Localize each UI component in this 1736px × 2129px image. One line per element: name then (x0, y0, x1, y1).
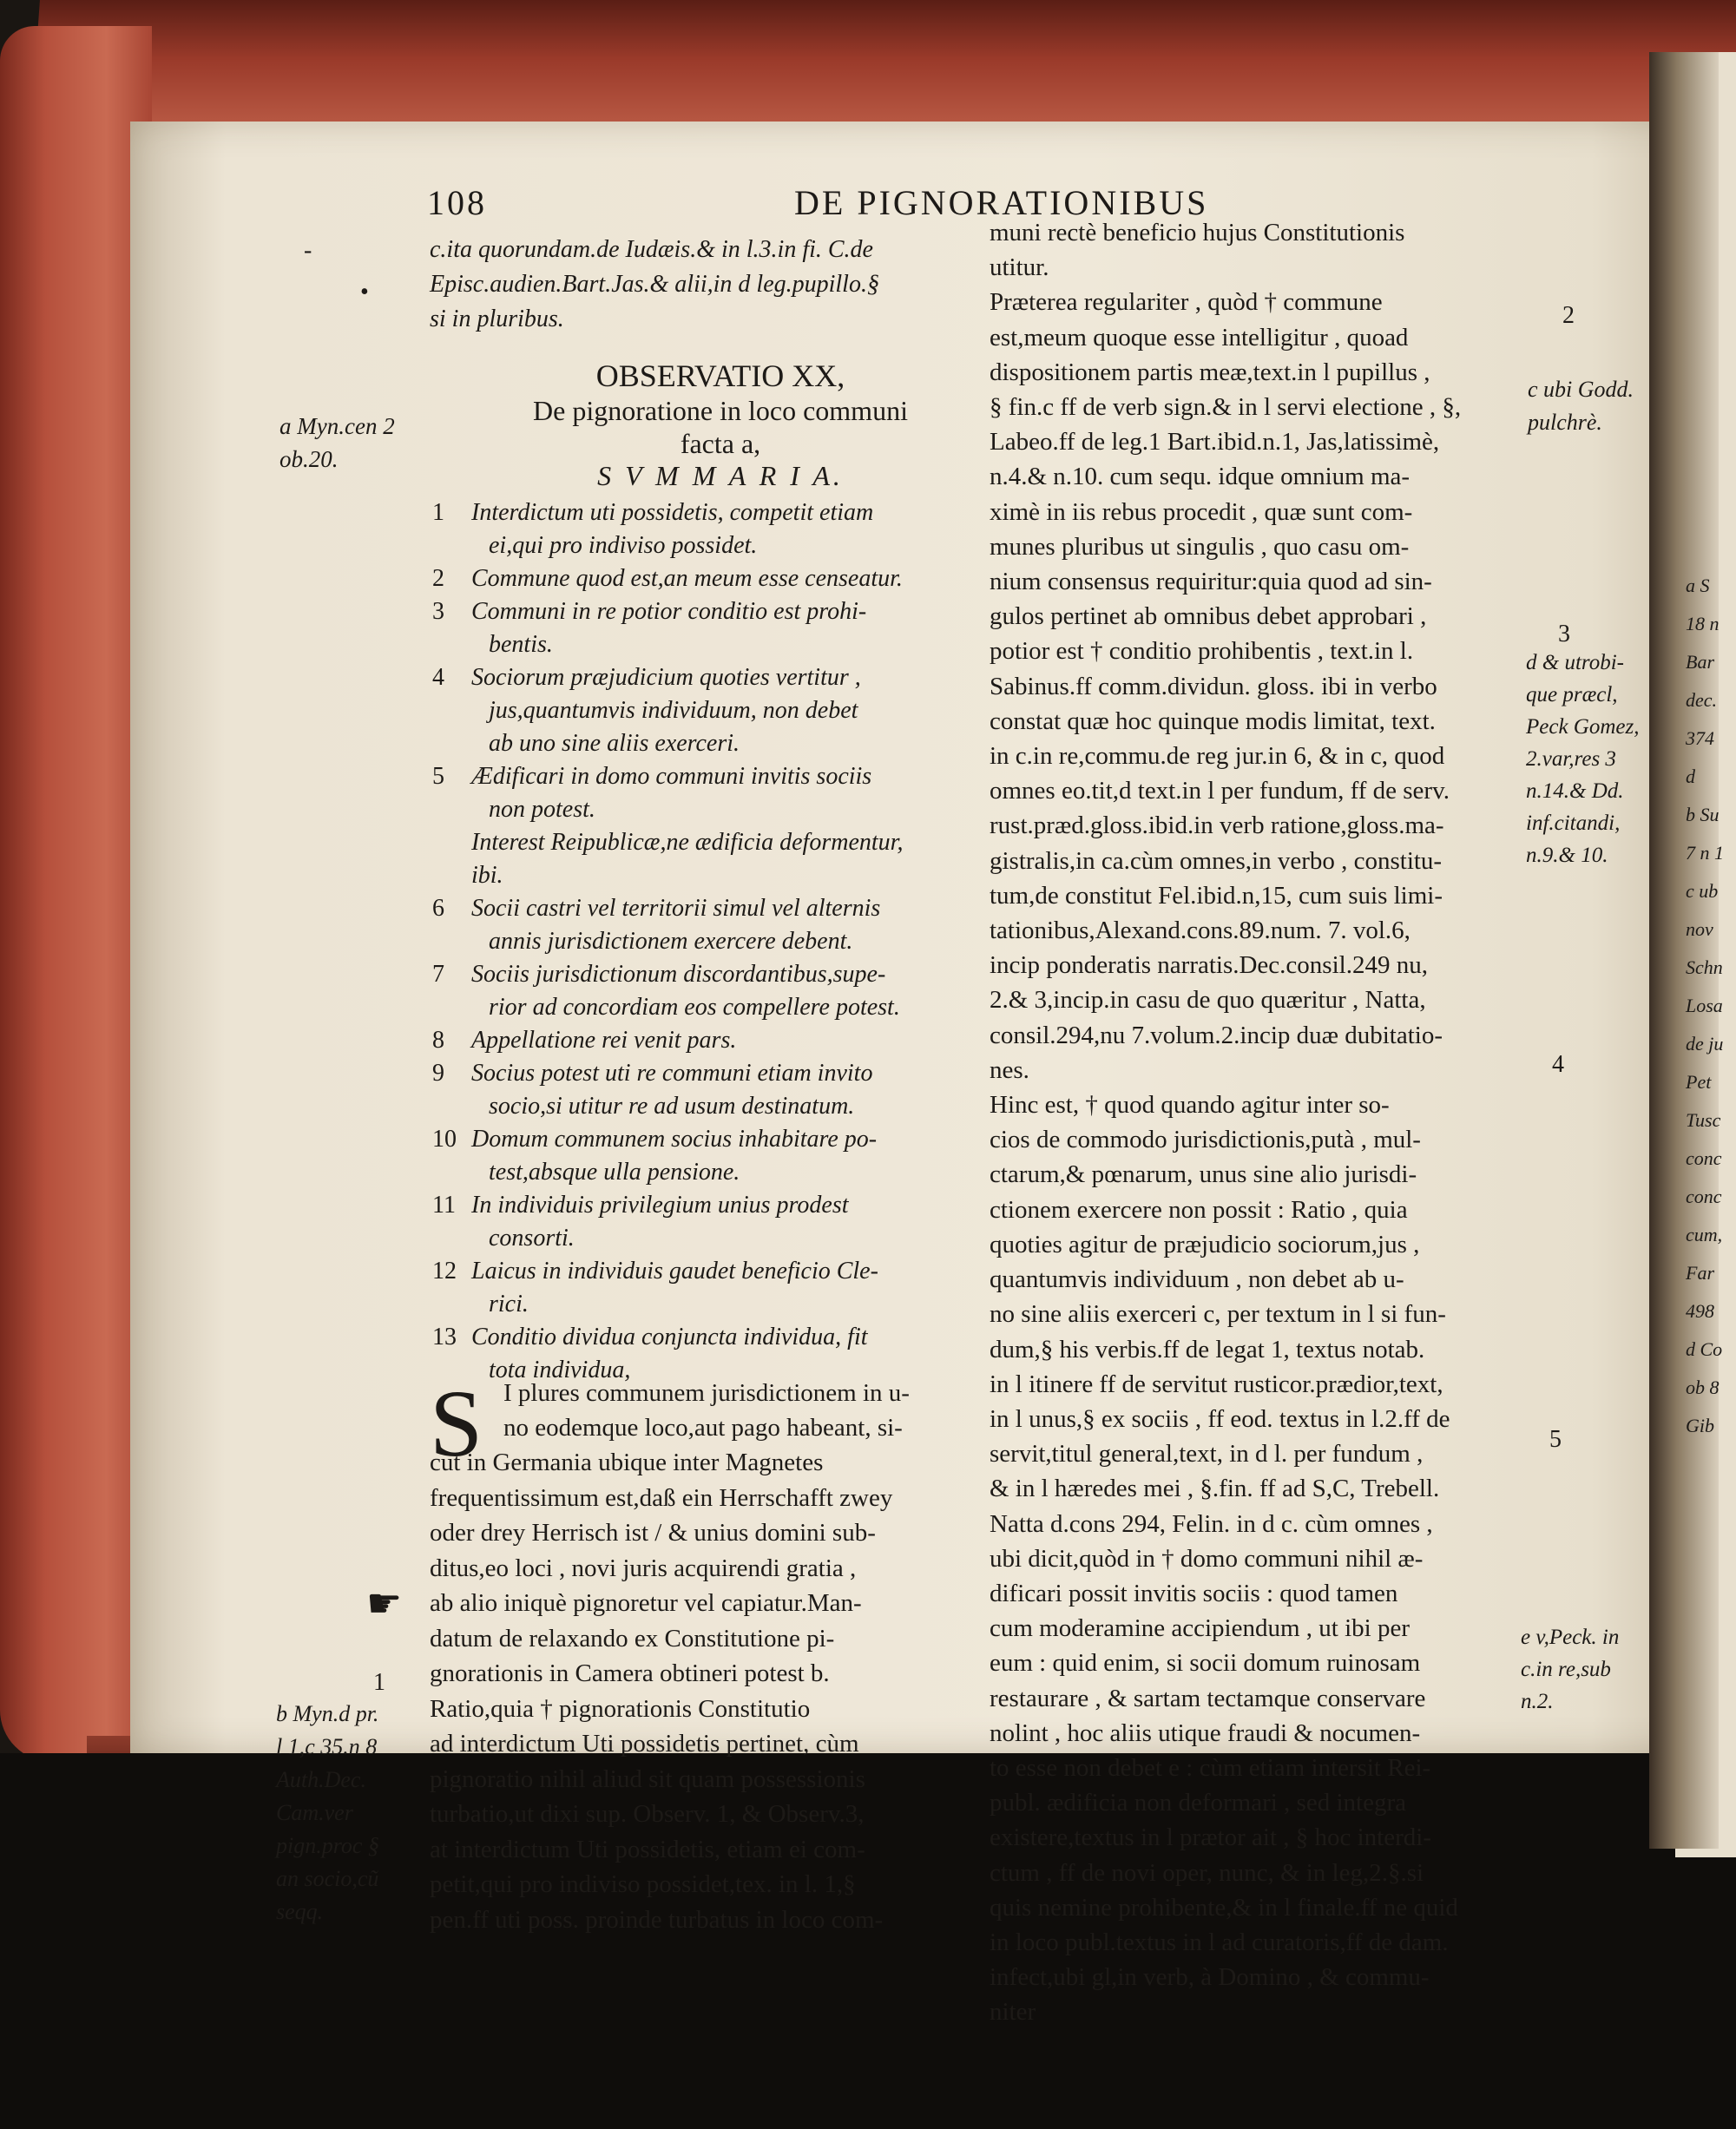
summaria-text: tota individua, (489, 1357, 631, 1383)
facing-fragment: de ju (1686, 1033, 1724, 1055)
summaria-number (432, 1222, 471, 1255)
summaria-item (432, 529, 970, 562)
facing-fragment: c ub (1686, 880, 1719, 902)
text-line: Hinc est, † quod quando agitur inter so- (990, 1091, 1390, 1120)
summaria-number: 11 (432, 1192, 456, 1219)
facing-fragment: Gib (1686, 1415, 1714, 1436)
summaria-item (432, 1189, 970, 1222)
text-line: Episc.audien.Bart.Jas.& alii,in d leg.pupillo.§ (430, 271, 879, 298)
facing-fragment: 374 (1686, 727, 1714, 749)
margin-dot: • (360, 279, 369, 306)
text-line: ditus,eo loci , novi juris acquirendi gratia , (430, 1554, 857, 1582)
text-line: infect,ubi gl,in verb, à Domino , & commu- (990, 1963, 1430, 1992)
summaria-item (432, 628, 970, 661)
summaria-number (432, 991, 471, 1024)
text-line: si in pluribus. (430, 306, 564, 332)
text-line: niter (990, 1998, 1036, 2027)
summaria-text: socio,si utitur re ad usum destinatum. (489, 1093, 855, 1120)
facing-fragment: ob 8 (1686, 1377, 1720, 1398)
summaria-item (432, 793, 970, 826)
observation-title: OBSERVATIO XX, (595, 358, 845, 393)
summaria-text: Appellatione rei venit pars. (471, 1027, 737, 1054)
summaria-item (432, 1156, 970, 1189)
summaria-item (432, 1255, 970, 1288)
summaria-text: non potest. (489, 796, 595, 823)
facing-fragment: conc (1686, 1186, 1722, 1207)
text-line: Præterea regulariter , quòd † commune (990, 288, 1383, 317)
body-dropcap-lines (503, 1376, 910, 1445)
summaria-number: 5 (432, 763, 444, 790)
summaria-number: 13 (432, 1324, 457, 1350)
text-line: est,meum quoque esse intelligitur , quoad (990, 323, 1409, 352)
margin-note-line: l 1,c 35.n 8 (276, 1734, 378, 1759)
text-line: c.ita quorundam.de Iudæis.& in l.3.in fi. C.de (430, 236, 873, 263)
text-line: constat quæ hoc quinque modis limitat, text. (990, 706, 1436, 735)
margin-number-4: 4 (1552, 1051, 1564, 1078)
margin-note-line: 2.var,res 3 (1526, 747, 1616, 771)
text-line: no eodemque loco,aut pago habeant, si- (503, 1414, 903, 1442)
summaria-text: bentis. (489, 631, 553, 658)
text-line: 2.& 3,incip.in casu de quo quæritur , Natta, (990, 986, 1426, 1015)
summaria-text: Communi in re potior conditio est prohi- (471, 598, 867, 625)
summaria-number (432, 1288, 471, 1321)
drop-cap: S (430, 1370, 483, 1476)
text-line: pen.ff uti poss. proinde turbatus in loco com- (430, 1905, 884, 1934)
margin-note-b (276, 1698, 379, 1929)
text-line: frequentissimum est,daß ein Herrschafft zwey (430, 1483, 893, 1512)
text-line: rust.præd.gloss.ibid.in verb ratione,gloss.ma- (990, 812, 1444, 840)
margin-note-line: an socio,cũ (276, 1866, 379, 1891)
text-line: nolint , hoc aliis utique fraudi & nocumen- (990, 1718, 1421, 1747)
text-line: restaurare , & sartam tectamque conservare (990, 1684, 1426, 1712)
text-line: Sabinus.ff comm.dividun. gloss. ibi in verbo (990, 672, 1437, 700)
summaria-item (432, 958, 970, 991)
margin-note-line: b Myn.d pr. (276, 1701, 379, 1726)
summaria-text: ab uno sine aliis exerceri. (489, 730, 740, 757)
book-fore-edge (0, 26, 152, 1762)
summaria-number: 1 (432, 499, 444, 526)
summaria-number: 3 (432, 598, 444, 625)
summaria-text: rior ad concordiam eos compellere potest. (489, 994, 900, 1021)
summaria-text: Conditio dividua conjuncta individua, fit (471, 1324, 868, 1350)
margin-note-line: a Myn.cen 2 (279, 413, 395, 439)
text-line: quoties agitur de præjudicio sociorum,jus , (990, 1230, 1420, 1258)
text-line: datum de relaxando ex Constitutione pi- (430, 1624, 835, 1653)
summaria-item (432, 661, 970, 694)
text-line: potior est † conditio prohibentis , text.in l. (990, 637, 1414, 666)
text-line: ctionem exercere non possit : Ratio , quia (990, 1195, 1408, 1224)
margin-note-line: Peck Gomez, (1526, 715, 1640, 739)
text-line: n.4.& n.10. cum sequ. idque omnium ma- (990, 463, 1410, 491)
facing-fragment: Pet (1686, 1071, 1712, 1093)
summaria-number: 4 (432, 664, 444, 691)
margin-note-line: n.9.& 10. (1526, 844, 1608, 867)
facing-fragment: conc (1686, 1147, 1722, 1169)
summaria-item (432, 826, 970, 859)
text-line: utitur. (990, 253, 1049, 282)
facing-fragment: Tusc (1686, 1109, 1721, 1131)
text-line: nes. (990, 1055, 1029, 1084)
margin-note-line: d & utrobi- (1526, 651, 1624, 674)
facing-fragment: 18 n (1686, 613, 1720, 634)
summaria-item (432, 496, 970, 529)
text-line: tum,de constitut Fel.ibid.n,15, cum suis limi- (990, 881, 1443, 910)
text-line: Natta d.cons 294, Felin. in d c. cùm omnes , (990, 1509, 1433, 1538)
text-line: incip ponderatis narratis.Dec.consil.249 nu, (990, 951, 1428, 980)
summaria-number (432, 826, 471, 859)
summaria-number (432, 925, 471, 958)
summaria-number: 12 (432, 1258, 457, 1285)
summaria-text: Interest Reipublicæ,ne ædificia deformentur, (471, 829, 904, 856)
summaria-text: ibi. (471, 862, 503, 889)
summaria-text: Domum communem socius inhabitare po- (471, 1126, 878, 1153)
summaria-number (432, 793, 471, 826)
facing-page-text (1686, 573, 1724, 1451)
facing-fragment: cum, (1686, 1224, 1723, 1245)
margin-note-line: pign.proc § (276, 1833, 379, 1858)
summaria-number: 8 (432, 1027, 444, 1054)
text-line: no sine aliis exerceri c, per textum in l si fun- (990, 1300, 1446, 1329)
summaria-text: Commune quod est,an meum esse censeatur. (471, 565, 903, 592)
margin-note-c (1528, 373, 1634, 439)
facing-fragment: b Su (1686, 804, 1720, 825)
text-line: dificari possit invitis sociis : quod tamen (990, 1579, 1398, 1607)
text-line: munes pluribus ut singulis , quo casu om- (990, 532, 1410, 561)
summaria-item (432, 1090, 970, 1123)
text-line: pignoratio nihil aliud sit quam possessionis (430, 1764, 865, 1793)
text-line: Ratio,quia † pignorationis Constitutio (430, 1694, 811, 1723)
text-line: consil.294,nu 7.volum.2.incip duæ dubitatio- (990, 1021, 1443, 1049)
margin-note-line: n.14.& Dd. (1526, 779, 1624, 803)
summaria-text: consorti. (489, 1225, 575, 1252)
text-line: servit,titul general,text, in d l. per fundum , (990, 1440, 1424, 1469)
facing-fragment: dec. (1686, 689, 1718, 711)
text-line: muni rectè beneficio hujus Constitutionis (990, 219, 1405, 246)
summaria-item (432, 925, 970, 958)
text-line: at interdictum Uti possidetis, etiam ei com- (430, 1835, 865, 1863)
facing-fragment: a S (1686, 575, 1710, 596)
margin-note-line: c.in re,sub (1521, 1658, 1611, 1681)
text-line: to esse non debet e : cùm etiam intersit Rei- (990, 1753, 1431, 1782)
margin-note-a (279, 410, 395, 476)
text-line: dum,§ his verbis.ff de legat 1, textus notab. (990, 1335, 1425, 1363)
text-line: cios de commodo jurisdictionis,putà , mul- (990, 1126, 1421, 1154)
text-line: nium consensus requiritur:quia quod ad sin- (990, 568, 1432, 596)
text-line: turbatio,ut dixi sup. Observ. 1, & Observ.3, (430, 1800, 865, 1828)
summaria-item (432, 1057, 970, 1090)
summaria-number (432, 727, 471, 760)
summaria-number (432, 694, 471, 727)
text-line: petit,qui pro indiviso possidet,tex. in l. 1,§ (430, 1870, 856, 1898)
text-line: cum moderamine accipiendum , ut ibi per (990, 1614, 1410, 1643)
summaria-item (432, 595, 970, 628)
text-line: ximè in iis rebus procedit , quæ sunt com- (990, 497, 1413, 526)
summaria-text: Laicus in individuis gaudet beneficio Cle- (471, 1258, 878, 1285)
summaria-number (432, 529, 471, 562)
text-line: in c.in re,commu.de reg jur.in 6, & in c, quod (990, 742, 1445, 771)
text-line: § fin.c ff de verb sign.& in l servi electione , §, (990, 393, 1462, 422)
margin-note-line: que præcl, (1526, 683, 1618, 706)
observation-subtitle: De pignoratione in loco communi (533, 395, 908, 426)
summaria-item (432, 562, 970, 595)
summaria-text: Socius potest uti re communi etiam invito (471, 1060, 873, 1087)
summaria-item (432, 694, 970, 727)
margin-note-line: Cam.ver (276, 1800, 353, 1825)
margin-number-3: 3 (1558, 621, 1570, 647)
page-number: 108 (427, 183, 487, 222)
summaria-text: Sociorum præjudicium quoties vertitur , (471, 664, 861, 691)
text-line: ctum , ff de novi oper, nunc, & in leg,2.§.si (990, 1858, 1424, 1887)
text-line: I plures communem jurisdictionem in u- (503, 1379, 910, 1407)
summaria-item (432, 892, 970, 925)
facing-fragment: 7 n 1 (1686, 842, 1724, 864)
text-line: eum : quid enim, si socii domum ruinosam (990, 1649, 1421, 1678)
summaria-text: Interdictum uti possidetis, competit etiam (471, 499, 874, 526)
text-line: in l itinere ff de servitut rusticor.prædior,text, (990, 1370, 1443, 1398)
summaria-text: test,absque ulla pensione. (489, 1159, 740, 1186)
summaria-heading: S V M M A R I A. (597, 460, 844, 491)
facing-fragment: 498 (1686, 1300, 1714, 1322)
summaria-text: annis jurisdictionem exercere debent. (489, 928, 853, 955)
summaria-number: 10 (432, 1126, 457, 1153)
text-line: quis nemine prohibente,& in l finale.ff ne quid (990, 1893, 1458, 1922)
margin-note-line: e v,Peck. in (1521, 1626, 1620, 1649)
margin-note-line: seqq. (276, 1899, 324, 1924)
margin-note-line: Auth.Dec. (276, 1767, 366, 1792)
summaria-number: 2 (432, 565, 444, 592)
text-line: publ. ædificia non deformari , sed integra (990, 1789, 1406, 1817)
observation-subtitle-2: facta a, (680, 428, 761, 459)
text-line: omnes eo.tit,d text.in l per fundum, ff de serv. (990, 777, 1450, 805)
summaria-number (432, 1156, 471, 1189)
margin-number-5: 5 (1549, 1426, 1562, 1453)
left-intro (430, 233, 879, 337)
summaria-number (432, 628, 471, 661)
text-line: in loco publ.textus in l ad curatoris,ff de dam. (990, 1928, 1449, 1956)
facing-fragment: d (1686, 766, 1695, 787)
summaria-number: 7 (432, 961, 444, 988)
summaria-text: Sociis jurisdictionum discordantibus,supe- (471, 961, 886, 988)
margin-dash: - (304, 237, 312, 264)
text-line: dispositionem partis meæ,text.in l pupillus , (990, 358, 1430, 386)
summaria-number (432, 859, 471, 892)
text-line: Labeo.ff de leg.1 Bart.ibid.n.1, Jas,latissimè, (990, 428, 1440, 457)
text-line: in l unus,§ ex sociis , ff eod. textus in l.2.ff de (990, 1404, 1450, 1433)
margin-note-e (1521, 1621, 1619, 1718)
summaria-list (432, 496, 970, 1387)
text-line: cut in Germania ubique inter Magnetes (430, 1449, 824, 1476)
margin-note-d (1526, 647, 1640, 871)
margin-number-2: 2 (1562, 302, 1575, 329)
right-body-text (990, 215, 1461, 2030)
summaria-item (432, 859, 970, 892)
text-line: gistralis,in ca.cùm omnes,in verbo , constitu- (990, 846, 1443, 875)
text-line: existere,textus in l prætor ait , § hoc interdi- (990, 1823, 1431, 1852)
facing-fragment: Schn (1686, 956, 1723, 978)
text-line: ctarum,& pœnarum, unus sine alio jurisdi- (990, 1160, 1417, 1189)
text-line: tationibus,Alexand.cons.89.num. 7. vol.6, (990, 917, 1410, 945)
text-line: & in l hæredes mei , §.fin. ff ad S,C, Trebell. (990, 1475, 1440, 1503)
text-line: quantumvis individuum , non debet ab u- (990, 1265, 1404, 1294)
text-line: ab alio iniquè pignoretur vel capiatur.Man- (430, 1589, 862, 1617)
facing-fragment: d Co (1686, 1338, 1723, 1360)
summaria-text: In individuis privilegium unius prodest (471, 1192, 849, 1219)
summaria-text: ei,qui pro indiviso possidet. (489, 532, 758, 559)
pointing-hand-icon: ☛ (366, 1581, 403, 1626)
summaria-text: rici. (489, 1291, 529, 1317)
summaria-item (432, 991, 970, 1024)
summaria-item (432, 727, 970, 760)
left-body-text (430, 1445, 892, 1937)
running-title: DE PIGNORATIONIBUS (794, 183, 1209, 222)
summaria-text: Socii castri vel territorii simul vel alternis (471, 895, 881, 922)
summaria-item (432, 1222, 970, 1255)
text-line: gnorationis in Camera obtineri potest b. (430, 1659, 830, 1687)
summaria-item (432, 1123, 970, 1156)
margin-note-line: inf.citandi, (1526, 812, 1621, 835)
margin-note-line: n.2. (1521, 1690, 1554, 1713)
text-line: ad interdictum Uti possidetis pertinet, cùm (430, 1730, 859, 1758)
summaria-text: jus,quantumvis individuum, non debet (489, 697, 858, 724)
summaria-number (432, 1090, 471, 1123)
summaria-item (432, 760, 970, 793)
text-line: oder drey Herrisch ist / & unius domini sub- (430, 1519, 876, 1547)
text-line: ubi dicit,quòd in † domo communi nihil æ- (990, 1544, 1424, 1573)
margin-note-line: c ubi Godd. (1528, 377, 1634, 402)
facing-fragment: Bar (1686, 651, 1714, 673)
facing-fragment: Losa (1686, 995, 1723, 1016)
summaria-number: 6 (432, 895, 444, 922)
facing-fragment: Far (1686, 1262, 1714, 1284)
summaria-item (432, 1321, 970, 1354)
summaria-number: 9 (432, 1060, 444, 1087)
summaria-text: Ædificari in domo communi invitis sociis (471, 763, 872, 790)
margin-note-line: ob.20. (279, 446, 339, 472)
summaria-item (432, 1024, 970, 1057)
text-line: gulos pertinet ab omnibus debet approbari , (990, 602, 1427, 631)
summaria-item (432, 1288, 970, 1321)
facing-fragment: nov (1686, 918, 1713, 940)
margin-number-1: 1 (373, 1669, 385, 1696)
margin-note-line: pulchrè. (1528, 410, 1602, 435)
